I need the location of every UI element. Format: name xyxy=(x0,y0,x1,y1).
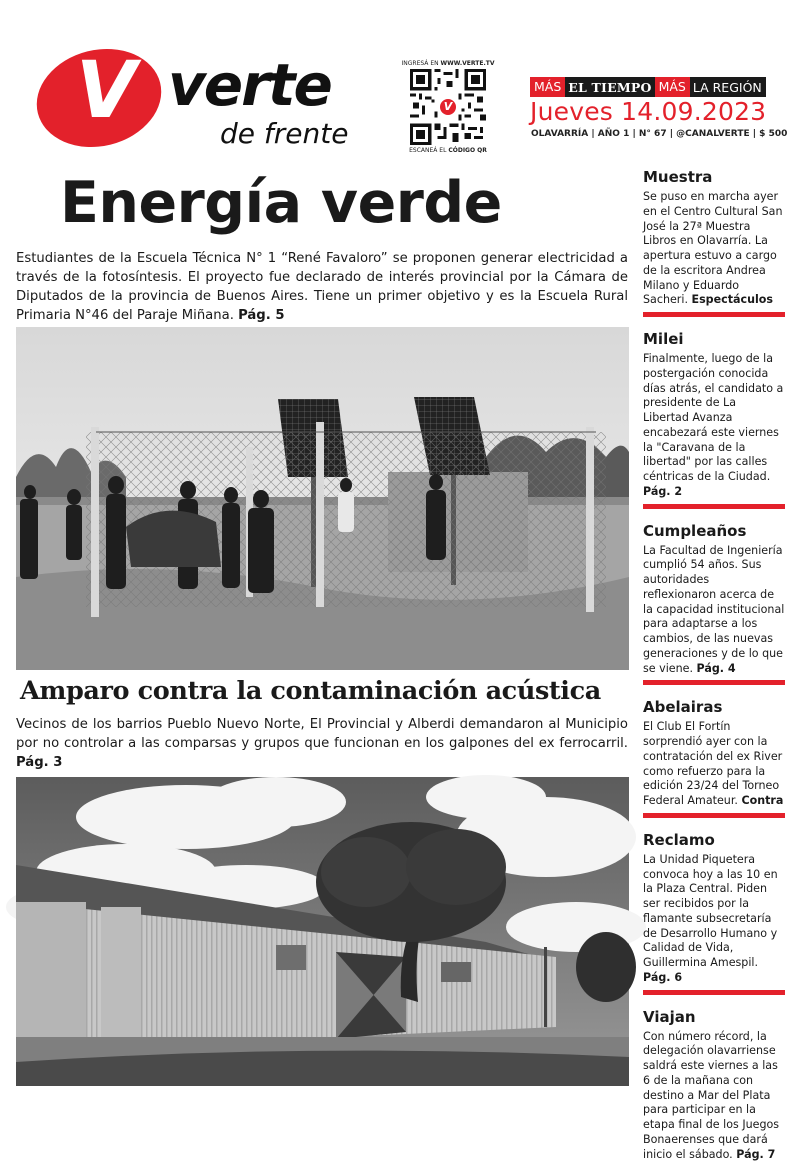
brief-text: Se puso en marcha ayer en el Centro Cultural San José la 27ª Muestra Libros en Olavarría. La apertura estuvo a cargo de la escritora Andrea Milano y Eduardo Sacheri. Espectáculos xyxy=(643,190,783,307)
brief-reclamo[interactable] xyxy=(643,831,785,995)
brief-title: Abelairas xyxy=(643,698,723,717)
qr-logo-badge: V xyxy=(440,99,456,115)
brief-text: Con número récord, la delegación olavarriense saldrá este viernes a las 6 de la mañana con destino a Mar del Plata para participar en la etapa final de los Juegos Bonaerenses que dará inicio el sábado. Pág. 7 xyxy=(643,1029,780,1161)
brief-ref[interactable]: Pág. 6 xyxy=(643,970,683,984)
logo-letter: V xyxy=(76,46,137,136)
brief-text: La Facultad de Ingeniería cumplió 54 años. Sus autoridades reflexionaron acerca de la capacidad institucional para adaptarse a los cambios, de las nuevas generaciones y de lo que se viene. Pág. 4 xyxy=(643,543,785,675)
brief-ref[interactable]: Espectáculos xyxy=(691,293,774,307)
brief-title: Muestra xyxy=(643,168,713,186)
brief-title: Cumpleaños xyxy=(643,521,747,540)
tagline-bar xyxy=(530,77,766,97)
news-briefs-sidebar xyxy=(643,168,785,1175)
qr-code-block[interactable] xyxy=(398,60,498,156)
brief-text: La Unidad Piquetera convoca hoy a las 10 en la Plaza Central. Piden ser recibidos por la flamante subsecretaría de Desarrollo Humano y Calidad de Vida, Guillermina Amespil. Pág. 6 xyxy=(643,852,778,984)
brief-text: El Club El Fortín sorprendió ayer con la contratación del ex River como refuerzo para la edición 23/24 del Torneo Federal Amateur. Contra xyxy=(643,720,784,807)
brief-muestra[interactable] xyxy=(643,168,785,317)
qr-bottom-caption: ESCANEÁ EL CÓDIGO QR xyxy=(409,147,487,154)
railway-shed-photo[interactable] xyxy=(16,777,629,1086)
solar-panels-photo[interactable] xyxy=(16,327,629,670)
brief-title: Milei xyxy=(643,330,684,348)
tagline-mas-2: MÁS xyxy=(655,77,690,97)
brief-text: Finalmente, luego de la postergación conocida días atrás, el candidato a presidente de La Libertad Avanza encabezará este viernes la "Caravana de la libertad" por las calles céntricas de la Ciudad. Pág. 2 xyxy=(643,352,784,498)
issue-date: Jueves 14.09.2023 xyxy=(530,97,767,126)
tagline-mas-1: MÁS xyxy=(530,77,565,97)
qr-top-caption: INGRESÁ EN WWW.VERTE.TV xyxy=(401,60,495,67)
logo-word: verte xyxy=(168,51,331,119)
brief-divider xyxy=(643,990,785,995)
brief-ref[interactable]: Pág. 4 xyxy=(696,661,736,675)
second-page-ref[interactable]: Pág. 3 xyxy=(16,754,63,770)
second-lead: Vecinos de los barrios Pueblo Nuevo Norte, El Provincial y Alberdi demandaron al Municipio por no controlar a las comparsas y grupos que funcionan en los galpones del ex ferrocarril. Pág. 3 xyxy=(16,717,628,770)
logo-subtitle: de frente xyxy=(220,117,349,150)
brief-ref[interactable]: Pág. 2 xyxy=(643,484,683,498)
second-headline[interactable]: Amparo contra la contaminación acústica xyxy=(20,676,601,706)
tagline-la-region: LA REGIÓN xyxy=(692,79,762,95)
brief-divider xyxy=(643,312,785,317)
brief-divider xyxy=(643,813,785,818)
brief-ref[interactable]: Pág. 7 xyxy=(736,1147,776,1161)
brief-milei[interactable] xyxy=(643,330,785,509)
brief-title: Viajan xyxy=(643,1007,696,1026)
main-lead: Estudiantes de la Escuela Técnica N° 1 “René Favaloro” se proponen generar electricidad a través de la fotosíntesis. El proyecto fue declarado de interés provincial por la Cámara de Diputados de la provincia de Buenos Aires. Tiene un primer objetivo y es la Escuela Rural Primaria N°46 del Paraje Miñana. Pág. 5 xyxy=(16,251,628,323)
main-headline[interactable]: Energía verde xyxy=(60,170,502,236)
main-page-ref[interactable]: Pág. 5 xyxy=(238,307,285,323)
verte-logo[interactable] xyxy=(36,46,366,156)
tagline-el-tiempo: EL TIEMPO xyxy=(568,79,652,95)
brief-divider xyxy=(643,680,785,685)
qr-code-icon[interactable] xyxy=(410,69,486,145)
brief-cumpleanos[interactable] xyxy=(643,522,785,686)
brief-viajan[interactable] xyxy=(643,1008,785,1163)
brief-abelairas[interactable] xyxy=(643,698,785,818)
brief-divider xyxy=(643,504,785,509)
brief-ref[interactable]: Contra xyxy=(741,794,784,807)
brief-title: Reclamo xyxy=(643,830,715,849)
edition-line: OLAVARRÍA | AÑO 1 | N° 67 | @CANALVERTE | $ 500 xyxy=(531,129,788,139)
